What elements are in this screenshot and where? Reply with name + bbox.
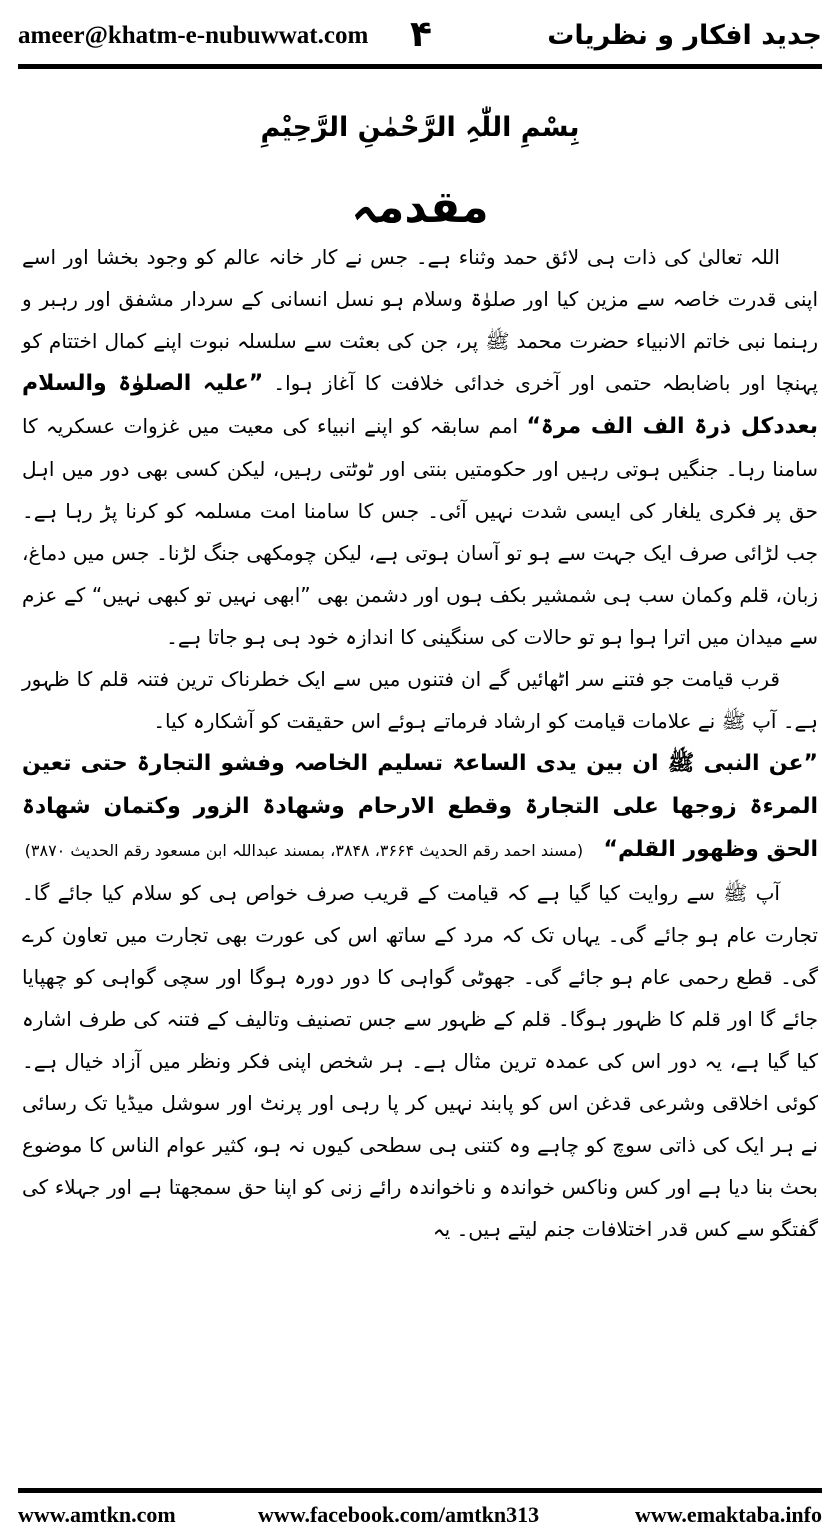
footer-link-emaktaba[interactable]: www.emaktaba.info [634,1502,822,1527]
footer-link-amtkn[interactable]: www.amtkn.com [18,1502,176,1527]
page-header [18,14,822,64]
paragraph-1 [22,236,818,658]
hadith-block [22,742,818,872]
hadith-reference: (مسند احمد رقم الحدیث ۳۶۶۴، ۳۸۴۸، بمسند عبداللہ ابن مسعود رقم الحدیث ۳۸۷۰) [24,841,584,860]
journal-title: جدید افکار و نظریات [547,20,822,51]
paragraph-4: آپ ﷺ سے روایت کیا گیا ہے کہ قیامت کے قریب صرف خواص ہی کو سلام کیا جائے گا۔ تجارت عام ہو جائے گی۔ یہاں تک کہ مرد کے ساتھ اس کی عورت بھی تجارت میں تعاون کرے گی۔ قطع رحمی عام ہو جائے گی۔ جھوٹی گواہی کا دور دورہ ہوگا اور سچی گواہی کو چھپایا جائے گا اور قلم کا ظہور ہوگا۔ قلم کے ظہور سے جس تصنیف وتالیف کے فتنہ کی طرف اشارہ کیا گیا ہے، یہ دور اس کی عمدہ ترین مثال ہے۔ ہر شخص اپنی فکر ونظر میں آزاد خیال ہے۔ کوئی اخلاقی وشرعی قدغن اس کو پابند نہیں کر پا رہی اور پرنٹ اور سوشل میڈیا تک رسائی نے ہر ایک کی ذاتی سوچ کو چاہے وہ کتنی ہی سطحی کیوں نہ ہو، کثیر عوام الناس کا موضوع بحث بنا دیا ہے اور کس وناکس خواندہ و ناخواندہ رائے زنی کو اپنا حق سمجھتا ہے اور جہلاء کی گفتگو سے کس قدر اختلافات جنم لیتے ہیں۔ یہ [22,881,818,1241]
paragraph-2: قرب قیامت جو فتنے سر اٹھائیں گے ان فتنوں میں سے ایک خطرناک ترین فتنہ قلم کا ظہور ہے۔ آپ ﷺ نے علامات قیامت کو ارشاد فرماتے ہوئے اس حقیقت کو آشکارہ کیا۔ [22,667,818,733]
page-number: ۴ [410,14,432,55]
basmala: بِسْمِ اللّٰہِ الرَّحْمٰنِ الرَّحِیْمِ [260,112,580,143]
section-title: مقدمہ [351,182,489,233]
paragraph-1-text: اللہ تعالیٰ کی ذات ہی لائق حمد وثناء ہے۔ جس نے کار خانہ عالم کو وجود بخشا اور اسے اپنی قدرت خاصہ سے مزین کیا اور صلوٰۃ وسلام ہو نسل انسانی کے سردار مشفق اور رہبر و رہنما نبی خاتم الانبیاء حضرت محمد ﷺ پر، جن کی بعثت سے سلسلہ نبوت اپنے کمال اختتام کو پہنچا اور باضابطہ حتمی اور آخری خدائی خلافت کا آغاز ہوا۔ [22,245,818,395]
header-email: ameer@khatm-e-nubuwwat.com [18,22,369,49]
salawat-arabic: ”علیہ الصلوٰۃ والسلام بعددکل ذرۃ الف الف مرۃ“ [22,371,819,439]
paragraph-1-rest: امم سابقہ کو اپنے انبیاء کی معیت میں غزوات عسکریہ کا سامنا رہا۔ جنگیں ہوتی رہیں اور حکومتیں بنتی اور ٹوٹتی رہیں، لیکن کسی بھی دور میں اہل حق پر فکری یلغار کی ایسی شدت نہیں آئی۔ جس کا سامنا امت مسلمہ کو کرنا پڑ رہا ہے۔ جب لڑائی صرف ایک جہت سے ہو تو آسان ہوتی ہے، لیکن چومکھی جنگ لڑنا۔ جس میں دماغ، زبان، قلم وکمان سب ہی شمشیر بکف ہوں اور دشمن بھی ”ابھی نہیں تو کبھی نہیں“ کے عزم سے میدان میں اترا ہوا ہو تو حالات کی سنگینی کا اندازہ خود ہی ہو جاتا ہے۔ [22,414,818,649]
body-text [22,236,818,1250]
header-rule [18,64,822,69]
footer-rule [18,1488,822,1493]
page-footer [18,1502,822,1532]
hadith-arabic: ”عن النبی ﷺ ان بین یدی الساعۃ تسلیم الخاصہ وفشو التجارۃ حتی تعین المرءۃ زوجھا علی التجارۃ وقطع الارحام وشھادۃ الزور وکتمان شھادۃ الحق وظھور القلم“ [22,751,818,862]
footer-link-facebook[interactable]: www.facebook.com/amtkn313 [258,1502,540,1527]
